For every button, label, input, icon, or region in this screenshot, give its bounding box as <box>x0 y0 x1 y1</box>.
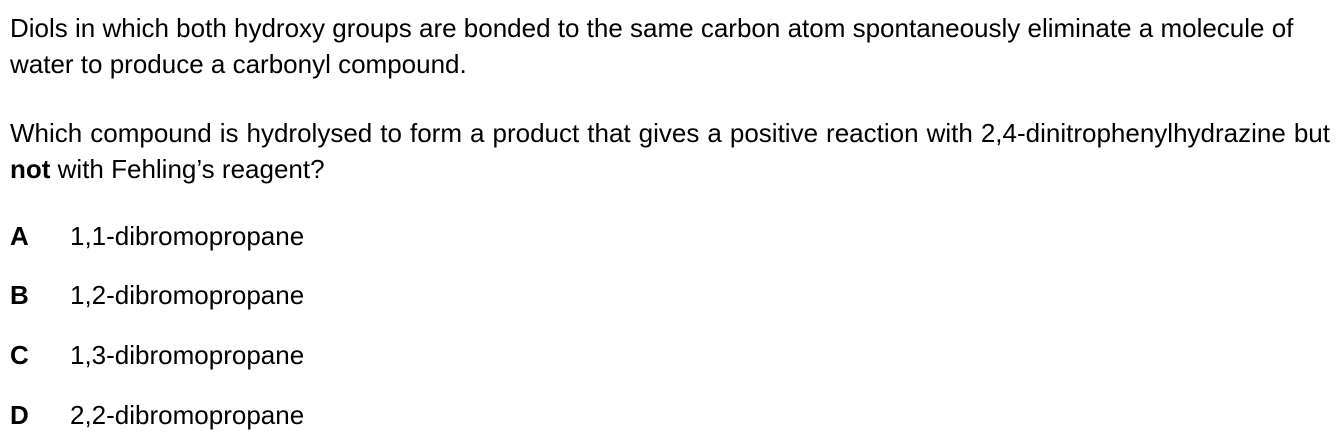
option-d-letter: D <box>10 400 29 430</box>
option-b-letter: B <box>10 280 29 310</box>
intro-paragraph: Diols in which both hydroxy groups are bonded to the same carbon atom spontaneously eliminate a molecule of water to produce a carbonyl compound. <box>10 13 1294 79</box>
option-c-letter: C <box>10 340 29 370</box>
question-text-start: Which compound is hydrolysed to form a product that gives a positive reaction with 2,4-dinitrophenylhydrazine but <box>10 118 1330 148</box>
question-emphasis: not <box>10 154 51 184</box>
question-stem <box>10 115 1330 187</box>
question-text-end: with Fehling’s reagent? <box>50 154 325 184</box>
option-a-letter: A <box>10 221 29 251</box>
option-b-text: 1,2-dibromopropane <box>70 280 305 310</box>
option-c-text: 1,3-dibromopropane <box>70 340 305 370</box>
option-d-text: 2,2-dibromopropane <box>70 400 305 430</box>
option-a-text: 1,1-dibromopropane <box>70 221 305 251</box>
